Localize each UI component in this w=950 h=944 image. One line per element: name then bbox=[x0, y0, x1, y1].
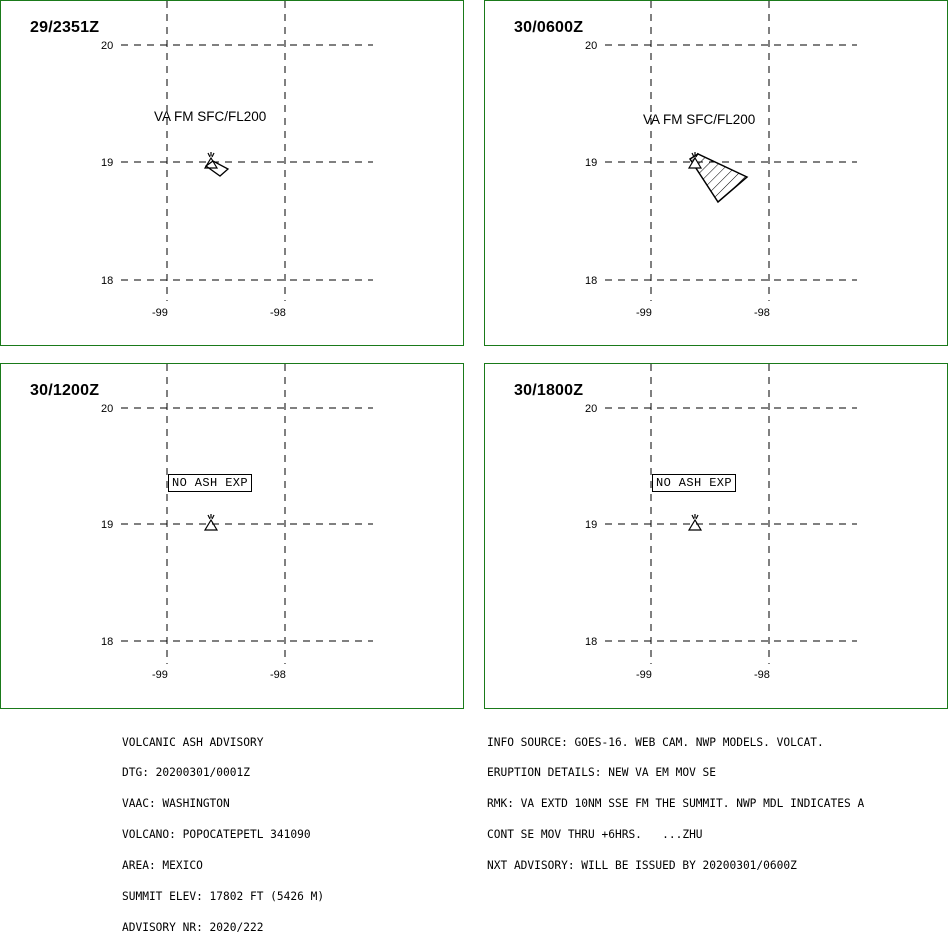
advisory-line: DTG: 20200301/0001Z bbox=[122, 766, 250, 780]
lat-label-18: 18 bbox=[585, 636, 598, 648]
lat-label-18: 18 bbox=[101, 275, 114, 287]
panel-time-label: 29/2351Z bbox=[30, 19, 100, 36]
lon-label-98: -98 bbox=[270, 307, 286, 319]
lon-label-98: -98 bbox=[270, 669, 286, 681]
lat-label-19: 19 bbox=[585, 157, 598, 169]
advisory-line: INFO SOURCE: GOES-16. WEB CAM. NWP MODELS. VOLCAT. bbox=[487, 735, 824, 749]
lat-label-19: 19 bbox=[101, 157, 114, 169]
advisory-line: AREA: MEXICO bbox=[122, 859, 203, 873]
lat-label-18: 18 bbox=[585, 275, 598, 287]
lon-label-99: -99 bbox=[636, 669, 652, 681]
map-grid bbox=[485, 364, 949, 710]
advisory-header-block bbox=[122, 717, 324, 944]
advisory-line: ADVISORY NR: 2020/222 bbox=[122, 920, 264, 934]
map-grid bbox=[1, 1, 465, 347]
advisory-line: RMK: VA EXTD 10NM SSE FM THE SUMMIT. NWP MDL INDICATES A bbox=[487, 797, 865, 811]
map-grid bbox=[1, 364, 465, 710]
advisory-line: NXT ADVISORY: WILL BE ISSUED BY 20200301/0600Z bbox=[487, 859, 797, 873]
lat-label-19: 19 bbox=[585, 519, 598, 531]
advisory-line: VAAC: WASHINGTON bbox=[122, 797, 230, 811]
map-grid bbox=[485, 1, 949, 347]
forecast-panel-1 bbox=[0, 0, 464, 346]
lon-label-99: -99 bbox=[636, 307, 652, 319]
lon-label-98: -98 bbox=[754, 307, 770, 319]
volcano-icon bbox=[205, 514, 217, 530]
panel-time-label: 30/1200Z bbox=[30, 382, 100, 399]
advisory-line: SUMMIT ELEV: 17802 FT (5426 M) bbox=[122, 890, 325, 904]
advisory-line: VOLCANO: POPOCATEPETL 341090 bbox=[122, 828, 311, 842]
lat-label-19: 19 bbox=[101, 519, 114, 531]
lat-label-18: 18 bbox=[101, 636, 114, 648]
ash-cloud-polygon bbox=[690, 154, 747, 202]
lat-label-20: 20 bbox=[585, 40, 598, 52]
panel-time-label: 30/1800Z bbox=[514, 382, 584, 399]
advisory-line: CONT SE MOV THRU +6HRS. ...ZHU bbox=[487, 828, 703, 842]
lat-label-20: 20 bbox=[101, 403, 114, 415]
no-ash-label: NO ASH EXP bbox=[652, 474, 736, 492]
va-level-label: VA FM SFC/FL200 bbox=[643, 112, 756, 127]
no-ash-label: NO ASH EXP bbox=[168, 474, 252, 492]
va-level-label: VA FM SFC/FL200 bbox=[154, 109, 267, 124]
forecast-panel-2 bbox=[484, 0, 948, 346]
lon-label-99: -99 bbox=[152, 669, 168, 681]
lon-label-98: -98 bbox=[754, 669, 770, 681]
lat-label-20: 20 bbox=[101, 40, 114, 52]
advisory-line: VOLCANIC ASH ADVISORY bbox=[122, 735, 264, 749]
advisory-line: ERUPTION DETAILS: NEW VA EM MOV SE bbox=[487, 766, 717, 780]
volcano-icon bbox=[689, 514, 701, 530]
lon-label-99: -99 bbox=[152, 307, 168, 319]
advisory-details-block bbox=[487, 717, 864, 882]
lat-label-20: 20 bbox=[585, 403, 598, 415]
forecast-panel-4 bbox=[484, 363, 948, 709]
forecast-panel-3 bbox=[0, 363, 464, 709]
panel-time-label: 30/0600Z bbox=[514, 19, 584, 36]
